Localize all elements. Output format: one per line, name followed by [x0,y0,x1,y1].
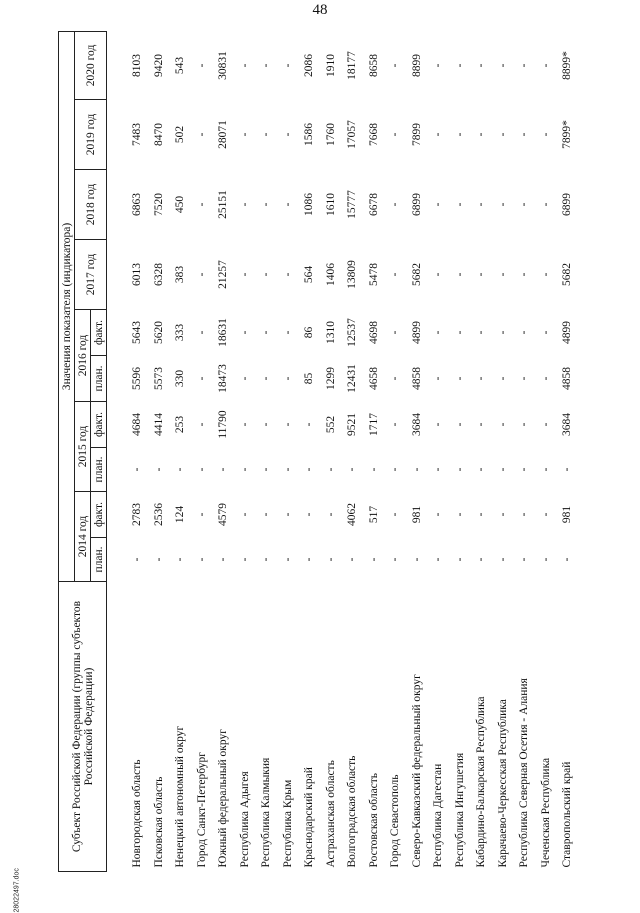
value-cell: - [539,132,552,137]
value-cell: - [432,467,444,472]
year-header-2014: 2014 год [75,492,91,582]
value-cell: - [174,467,186,472]
value-cell: 28071 [217,120,229,149]
value-cell: 124 [174,505,186,524]
value-cell: - [453,330,466,335]
value-cell: 1086 [303,193,315,216]
table-row [407,31,429,871]
footer-file-name: 28022497.doc [13,868,21,913]
value-cell: - [475,330,487,335]
value-cell: - [453,132,466,137]
value-cell: 981 [561,505,573,524]
value-cell: - [518,422,530,427]
value-cell: - [281,512,294,517]
indicator-values-table [58,31,579,872]
value-cell: 6863 [131,193,143,216]
value-cell: 517 [367,505,380,524]
value-cell: - [195,467,208,472]
value-cell: - [195,512,208,517]
fact-header-2014: факт. [91,492,107,538]
value-cell: - [217,557,229,562]
rotated-table-container [58,12,628,872]
value-cell: 17057 [346,120,358,149]
value-cell: - [195,272,208,277]
value-cell: - [195,422,208,427]
value-cell: - [475,272,487,277]
value-cell: - [238,202,251,207]
value-cell: - [432,422,444,427]
value-cell: 7483 [131,123,143,146]
value-cell: - [131,557,143,562]
value-cell: - [539,330,552,335]
value-cell: 1717 [367,413,380,436]
year-header-2015: 2015 год [75,402,91,492]
value-cell: 333 [174,323,186,342]
value-cell: - [453,376,466,381]
value-cell: 9521 [346,413,358,436]
subject-name: Ненецкий автономный округ [174,725,186,868]
value-cell: - [432,557,444,562]
value-cell: - [389,512,401,517]
value-cell: - [389,272,401,277]
value-cell: - [324,557,337,562]
subject-name: Южный федеральный округ [217,729,229,868]
table-row [557,31,579,871]
value-cell: - [260,202,272,207]
table-row [235,31,257,871]
table-row [256,31,278,871]
value-cell: 1610 [324,193,337,216]
value-cell: - [453,467,466,472]
value-cell: 18473 [217,364,229,393]
value-cell: - [195,63,208,68]
value-cell: - [432,63,444,68]
value-cell: 253 [174,415,186,434]
value-cell: - [303,467,315,472]
values-header: Значения показателя (индикатора) [59,31,75,581]
plan-header-2016: план. [91,356,107,402]
value-cell: - [281,202,294,207]
value-cell: - [195,202,208,207]
value-cell: - [195,132,208,137]
value-cell: 30831 [217,51,229,80]
value-cell: 18177 [346,51,358,80]
value-cell: - [238,63,251,68]
value-cell: - [453,557,466,562]
table-row [321,31,343,871]
subject-name: Ставропольский край [561,761,573,868]
value-cell: 18631 [217,318,229,347]
value-cell: - [303,422,315,427]
value-cell: - [496,557,509,562]
table-row [514,31,536,871]
year-header-2018: 2018 год [75,170,107,240]
value-cell: - [518,63,530,68]
value-cell: 6899 [561,193,573,216]
value-cell: 12537 [346,318,358,347]
value-cell: 2783 [131,503,143,526]
value-cell: - [496,422,509,427]
value-cell: 5573 [152,367,165,390]
value-cell: - [496,202,509,207]
value-cell: 4858 [561,367,573,390]
value-cell: 5643 [131,321,143,344]
value-cell: - [281,330,294,335]
value-cell: - [238,512,251,517]
subject-name: Псковская область [152,776,165,868]
year-header-2019: 2019 год [75,100,107,170]
value-cell: 543 [174,56,186,75]
value-cell: 85 [303,372,315,385]
value-cell: - [260,272,272,277]
subject-name: Краснодарский край [303,767,315,868]
value-cell: 4899 [561,321,573,344]
value-cell: - [432,512,444,517]
value-cell: 552 [324,415,337,434]
subject-name: Республика Северная Осетия - Алания [518,678,530,868]
value-cell: 1586 [303,123,315,146]
value-cell: 4684 [131,413,143,436]
value-cell: 1299 [324,367,337,390]
value-cell: - [238,376,251,381]
subject-name: Карачаево-Черкесская Республика [496,699,509,868]
value-cell: - [238,272,251,277]
table-row [149,31,171,871]
value-cell: 7668 [367,123,380,146]
value-cell: 11790 [217,410,229,439]
value-cell: - [496,467,509,472]
value-cell: - [195,330,208,335]
value-cell: - [152,467,165,472]
table-row [107,31,149,871]
subject-name: Город Севастополь [389,774,401,868]
value-cell: - [389,467,401,472]
value-cell: - [518,557,530,562]
subject-name: Ростовская область [367,772,380,868]
value-cell: - [281,467,294,472]
value-cell: - [217,467,229,472]
value-cell: - [496,272,509,277]
value-cell: - [238,467,251,472]
value-cell: - [281,132,294,137]
value-cell: - [496,376,509,381]
value-cell: 8899* [561,51,573,80]
year-header-2020: 2020 год [75,31,107,99]
value-cell: - [475,202,487,207]
value-cell: 13809 [346,260,358,289]
value-cell: - [518,467,530,472]
value-cell: 383 [174,265,186,284]
value-cell: - [453,422,466,427]
value-cell: - [238,132,251,137]
value-cell: 8899 [410,53,423,77]
value-cell: - [346,467,358,472]
table-row [192,31,214,871]
value-cell: - [389,63,401,68]
fact-header-2015: факт. [91,402,107,448]
subject-name: Республика Ингушетия [453,752,466,868]
value-cell: 25151 [217,190,229,219]
table-row [471,31,493,871]
value-cell: - [281,63,294,68]
value-cell: - [518,202,530,207]
table-row [342,31,364,871]
value-cell: - [389,422,401,427]
value-cell: - [260,467,272,472]
value-cell: 6328 [152,263,165,286]
value-cell: - [475,376,487,381]
value-cell: - [496,330,509,335]
value-cell: 1406 [324,263,337,286]
subject-name: Новгородская область [131,759,143,868]
value-cell: - [195,557,208,562]
subject-name: Республика Дагестан [432,763,444,868]
value-cell: - [453,512,466,517]
value-cell: - [389,202,401,207]
table-row [428,31,450,871]
value-cell: 7899 [410,123,423,146]
value-cell: 502 [174,125,186,144]
value-cell: 2536 [152,503,165,526]
value-cell: - [475,63,487,68]
value-cell: 1310 [324,321,337,344]
table-row [450,31,472,871]
value-cell: - [346,557,358,562]
value-cell: - [475,132,487,137]
value-cell: - [389,132,401,137]
value-cell: - [238,422,251,427]
value-cell: 4658 [367,367,380,390]
subject-column-header: Субъект Российской Федерации (группы субъектов Российской Федерации) [59,582,107,872]
value-cell: 15777 [346,190,358,219]
value-cell: - [389,330,401,335]
value-cell: 2086 [303,53,315,77]
value-cell: - [260,557,272,562]
value-cell: - [174,557,186,562]
value-cell: - [518,272,530,277]
value-cell: 21257 [217,260,229,289]
subject-name: Республика Крым [281,779,294,868]
value-cell: - [260,422,272,427]
table-row [364,31,386,871]
value-cell: - [539,202,552,207]
value-cell: - [410,467,423,472]
value-cell: 8658 [367,53,380,77]
table-row [170,31,192,871]
value-cell: 450 [174,195,186,214]
value-cell: 8470 [152,123,165,146]
value-cell: - [518,330,530,335]
value-cell: 4414 [152,413,165,436]
value-cell: - [475,557,487,562]
subject-name: Астраханская область [324,760,337,868]
value-cell: - [260,330,272,335]
value-cell: 3684 [561,413,573,436]
value-cell: 5596 [131,367,143,390]
table-row [493,31,515,871]
value-cell: - [561,557,573,562]
value-cell: - [195,376,208,381]
subject-name: Город Санкт-Петербург [195,752,208,868]
value-cell: - [539,272,552,277]
value-cell: - [432,330,444,335]
value-cell: - [539,376,552,381]
value-cell: - [539,467,552,472]
value-cell: 6678 [367,193,380,216]
value-cell: 6013 [131,263,143,286]
value-cell: 564 [303,265,315,284]
table-row [299,31,321,871]
value-cell: 4698 [367,321,380,344]
value-cell: 5682 [410,263,423,286]
value-cell: - [539,63,552,68]
value-cell: 9420 [152,53,165,77]
value-cell: - [260,512,272,517]
value-cell: - [518,376,530,381]
plan-header-2014: план. [91,538,107,582]
value-cell: 3684 [410,413,423,436]
value-cell: - [432,376,444,381]
value-cell: 4062 [346,503,358,526]
value-cell: - [453,272,466,277]
value-cell: 1910 [324,53,337,77]
value-cell: - [496,132,509,137]
value-cell: 1760 [324,123,337,146]
value-cell: - [432,272,444,277]
value-cell: - [475,467,487,472]
year-header-2016: 2016 год [75,310,91,402]
value-cell: 4858 [410,367,423,390]
value-cell: - [432,202,444,207]
value-cell: 7520 [152,193,165,216]
table-row [213,31,235,871]
subject-name: Республика Калмыкия [260,757,272,868]
value-cell: - [475,422,487,427]
value-cell: 7899* [561,120,573,149]
value-cell: 86 [303,326,315,339]
value-cell: - [432,132,444,137]
value-cell: - [281,272,294,277]
table-row [536,31,558,871]
value-cell: - [475,512,487,517]
value-cell: 330 [174,369,186,388]
value-cell: - [131,467,143,472]
value-cell: - [518,512,530,517]
value-cell: 5682 [561,263,573,286]
value-cell: - [389,376,401,381]
value-cell: 4579 [217,503,229,526]
table-row [278,31,300,871]
fact-header-2016: факт. [91,310,107,356]
value-cell: 5620 [152,321,165,344]
value-cell: 5478 [367,263,380,286]
subject-name: Волгоградская область [346,755,358,868]
value-cell: - [539,512,552,517]
value-cell: 12431 [346,364,358,393]
value-cell: - [260,132,272,137]
value-cell: - [539,422,552,427]
value-cell: - [260,376,272,381]
table-row [385,31,407,871]
value-cell: 4899 [410,321,423,344]
value-cell: - [260,63,272,68]
value-cell: - [324,467,337,472]
value-cell: - [281,376,294,381]
year-header-2017: 2017 год [75,240,107,310]
table-body [107,31,579,871]
value-cell: - [324,512,337,517]
subject-name: Кабардино-Балкарская Республика [475,696,487,868]
subject-name: Чеченская Республика [539,757,552,868]
subject-name: Республика Адыгея [238,771,251,868]
value-cell: - [281,422,294,427]
value-cell: - [496,512,509,517]
value-cell: - [367,557,380,562]
page-number: 48 [312,2,328,18]
value-cell: - [303,512,315,517]
value-cell: - [152,557,165,562]
value-cell: - [238,330,251,335]
value-cell: - [453,63,466,68]
value-cell: - [518,132,530,137]
value-cell: - [281,557,294,562]
value-cell: - [410,557,423,562]
value-cell: - [238,557,251,562]
value-cell: - [539,557,552,562]
plan-header-2015: план. [91,448,107,492]
value-cell: - [367,467,380,472]
subject-name: Северо-Кавказский федеральный округ [410,674,423,868]
value-cell: - [496,63,509,68]
value-cell: 6899 [410,193,423,216]
value-cell: 8103 [131,53,143,77]
value-cell: - [561,467,573,472]
value-cell: 981 [410,505,423,524]
value-cell: - [389,557,401,562]
value-cell: - [303,557,315,562]
value-cell: - [453,202,466,207]
